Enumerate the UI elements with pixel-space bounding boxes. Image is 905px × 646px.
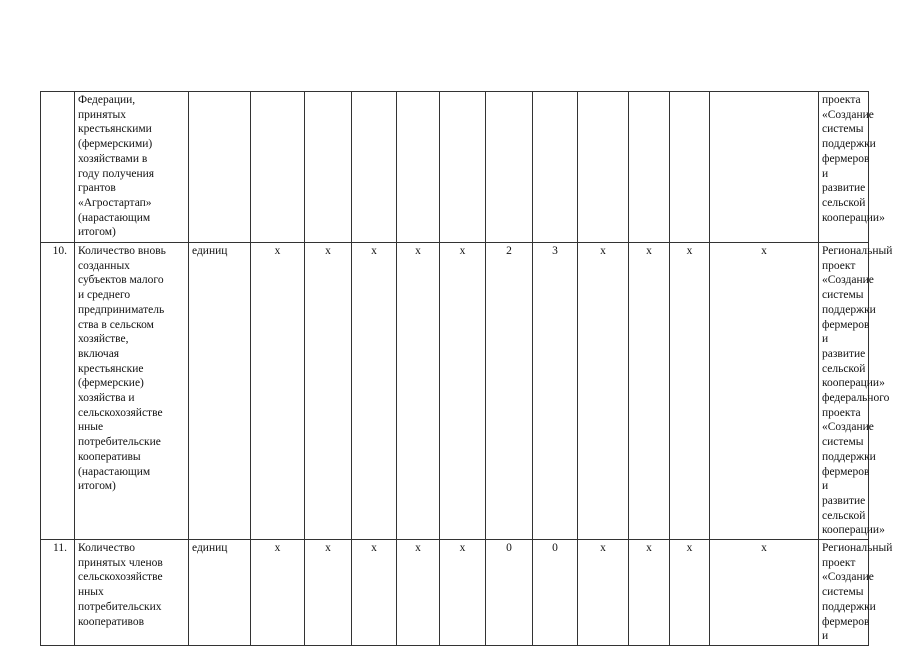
- value-cell: 0: [486, 540, 533, 646]
- row-number-cell: [41, 92, 75, 243]
- value-cell: x: [397, 540, 440, 646]
- value-cell: x: [352, 243, 397, 540]
- value-cell: x: [710, 243, 819, 540]
- value-cell: 0: [533, 540, 578, 646]
- value-cell: 3: [533, 243, 578, 540]
- value-cell: [397, 92, 440, 243]
- value-cell: x: [440, 540, 486, 646]
- value-cell: [305, 92, 352, 243]
- value-cell: x: [251, 540, 305, 646]
- value-cell: x: [670, 243, 710, 540]
- row-number-cell: 11.: [41, 540, 75, 646]
- unit-cell: [189, 92, 251, 243]
- value-cell: x: [352, 540, 397, 646]
- value-cell: [578, 92, 629, 243]
- value-cell: x: [305, 540, 352, 646]
- value-cell: x: [629, 540, 670, 646]
- indicators-table: [40, 91, 893, 646]
- source-cell: проекта «Создание системы поддержки фермеров и развитие сельской кооперации»: [819, 92, 869, 243]
- value-cell: [352, 92, 397, 243]
- value-cell: x: [629, 243, 670, 540]
- value-cell: x: [578, 243, 629, 540]
- value-cell: [533, 92, 578, 243]
- indicator-name-cell: Федерации, принятых крестьянскими (фермерскими) хозяйствами в году получения грантов «Агростартап» (нарастающим итогом): [75, 92, 189, 243]
- table-row: [41, 243, 869, 540]
- row-number-cell: 10.: [41, 243, 75, 540]
- value-cell: [440, 92, 486, 243]
- value-cell: [670, 92, 710, 243]
- table-body: [41, 92, 893, 646]
- value-cell: [251, 92, 305, 243]
- unit-cell: единиц: [189, 540, 251, 646]
- value-cell: [710, 92, 819, 243]
- source-cell: Региональный проект «Создание системы поддержки фермеров и: [819, 540, 869, 646]
- unit-cell: единиц: [189, 243, 251, 540]
- source-cell: Региональный проект «Создание системы поддержки фермеров и развитие сельской кооперации» федерального проекта «Создание системы поддержки фермеров и развитие сельской кооперации»: [819, 243, 869, 540]
- value-cell: 2: [486, 243, 533, 540]
- table-row: [41, 540, 869, 646]
- value-cell: x: [578, 540, 629, 646]
- indicator-name-cell: Количество вновь созданных субъектов малого и среднего предприниматель ства в сельском хозяйстве, включая крестьянские (фермерские) хозяйства и сельскохозяйстве нные потребительские кооперативы (нарастающим итогом): [75, 243, 189, 540]
- indicator-name-cell: Количество принятых членов сельскохозяйстве нных потребительских кооперативов: [75, 540, 189, 646]
- table-row: [41, 92, 869, 243]
- value-cell: x: [670, 540, 710, 646]
- value-cell: [629, 92, 670, 243]
- value-cell: x: [251, 243, 305, 540]
- value-cell: x: [397, 243, 440, 540]
- value-cell: [486, 92, 533, 243]
- value-cell: x: [440, 243, 486, 540]
- value-cell: x: [305, 243, 352, 540]
- value-cell: x: [710, 540, 819, 646]
